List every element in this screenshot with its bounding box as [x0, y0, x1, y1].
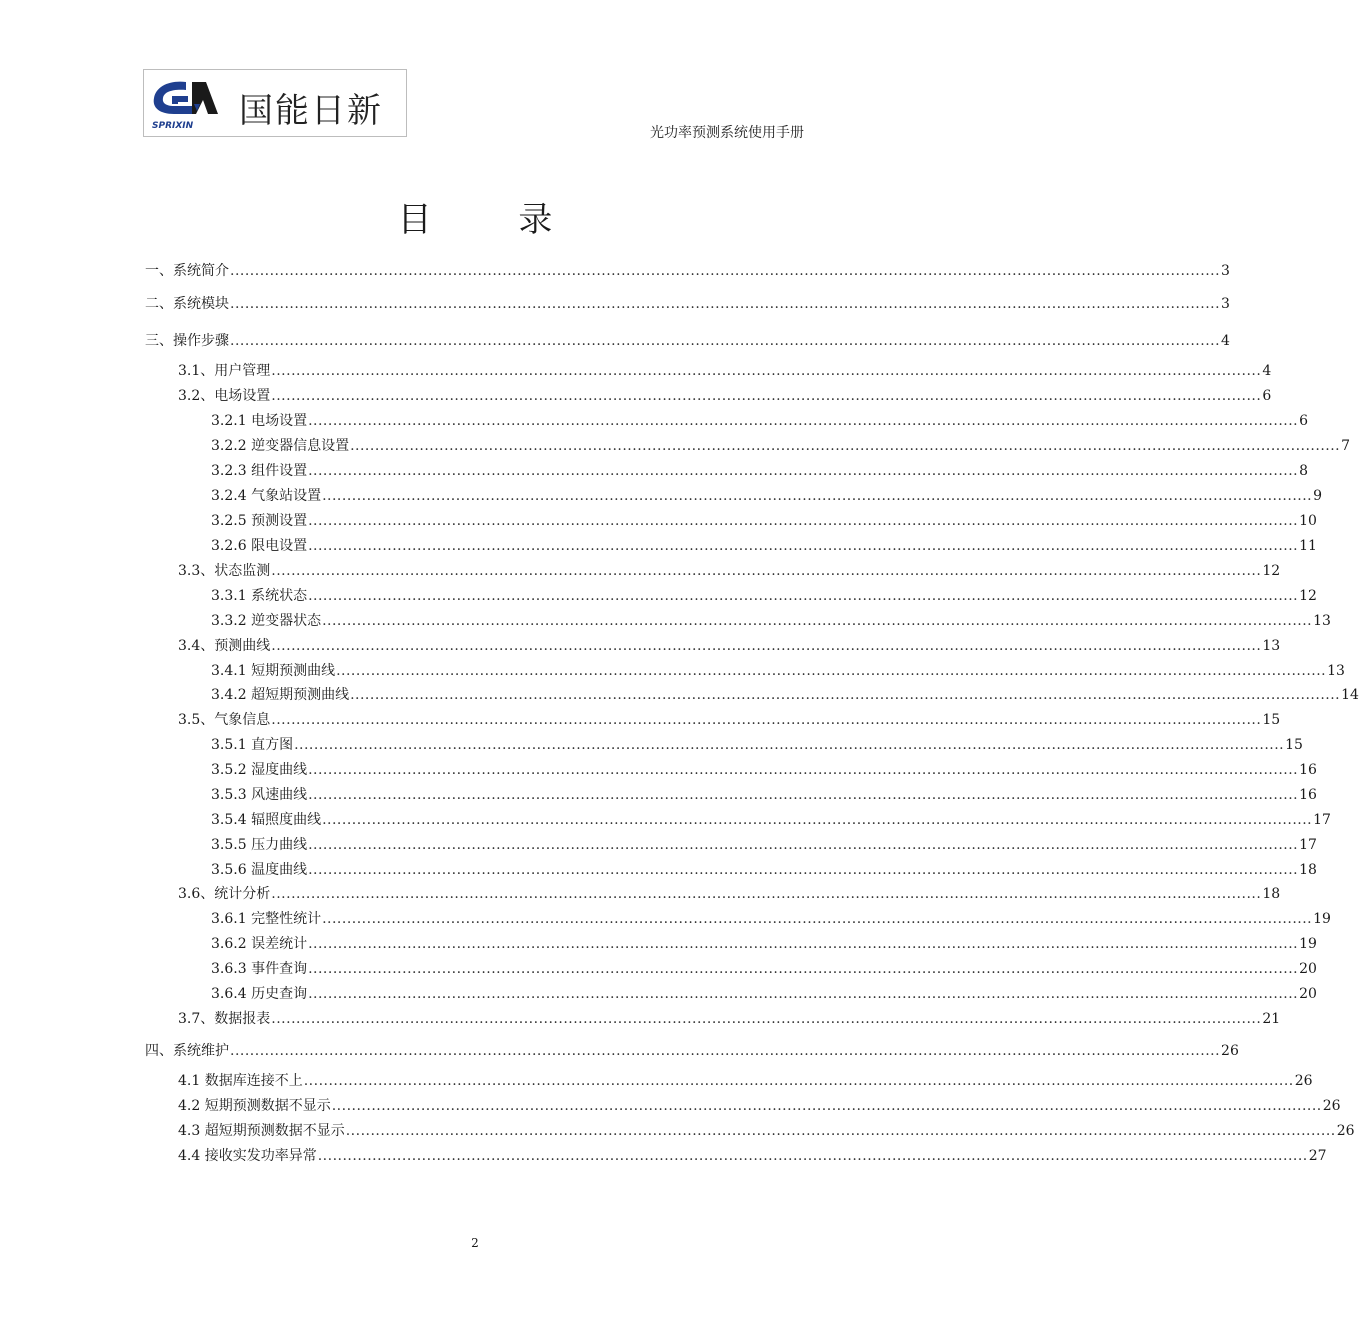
- toc-entry-label: 3.4.2 超短期预测曲线: [211, 687, 350, 703]
- toc-entry: [178, 362, 1272, 380]
- toc-entry: [211, 612, 1331, 630]
- toc-entry-page: 26: [1322, 1098, 1341, 1114]
- toc-leader-dots: ........................................................................................................................................................................................................: [322, 812, 1313, 828]
- toc-leader-dots: ........................................................................................................................................................................................................: [271, 1011, 1262, 1027]
- toc-entry-page: 9: [1313, 488, 1323, 504]
- toc-entry-page: 12: [1299, 588, 1317, 604]
- toc-entry-label: 3.3.2 逆变器状态: [211, 613, 322, 629]
- toc-entry: [211, 861, 1317, 879]
- toc-entry-page: 6: [1299, 413, 1309, 429]
- toc-entry: [145, 262, 1230, 280]
- toc-leader-dots: ........................................................................................................................................................................................................: [294, 737, 1285, 753]
- toc-entry: [145, 295, 1230, 313]
- toc-entry-label: 3.5.5 压力曲线: [211, 837, 308, 853]
- toc-entry: [211, 761, 1317, 779]
- toc-leader-dots: ........................................................................................................................................................................................................: [230, 1043, 1221, 1059]
- toc-entry-page: 16: [1299, 787, 1317, 803]
- toc-entry: [211, 985, 1317, 1003]
- toc-leader-dots: ........................................................................................................................................................................................................: [345, 1123, 1336, 1139]
- toc-entry: [211, 512, 1317, 530]
- company-name: 国能日新: [239, 91, 383, 131]
- toc-entry-page: 15: [1285, 737, 1303, 753]
- toc-entry: [211, 736, 1303, 754]
- toc-leader-dots: ........................................................................................................................................................................................................: [308, 762, 1299, 778]
- toc-leader-dots: ........................................................................................................................................................................................................: [350, 687, 1341, 703]
- toc-entry-page: 16: [1299, 762, 1317, 778]
- page-number: 2: [471, 1236, 479, 1250]
- toc-entry-page: 7: [1341, 438, 1351, 454]
- toc-entry: [211, 910, 1331, 928]
- toc-leader-dots: ........................................................................................................................................................................................................: [322, 911, 1313, 927]
- toc-entry-label: 3.7、数据报表: [178, 1011, 271, 1027]
- company-logo: [143, 69, 407, 137]
- toc-heading: 目 录: [397, 200, 591, 240]
- toc-leader-dots: ........................................................................................................................................................................................................: [230, 296, 1221, 312]
- toc-leader-dots: ........................................................................................................................................................................................................: [308, 986, 1299, 1002]
- toc-entry: [211, 462, 1309, 480]
- toc-entry-page: 4: [1262, 363, 1272, 379]
- toc-leader-dots: ........................................................................................................................................................................................................: [230, 333, 1221, 349]
- toc-entry: [178, 1010, 1281, 1028]
- toc-entry: [178, 1072, 1313, 1090]
- toc-entry-label: 3.2、电场设置: [178, 388, 271, 404]
- toc-entry-page: 4: [1221, 333, 1230, 349]
- toc-leader-dots: ........................................................................................................................................................................................................: [317, 1148, 1308, 1164]
- toc-entry-label: 二、系统模块: [145, 296, 229, 312]
- toc-entry-label: 3.5.6 温度曲线: [211, 862, 308, 878]
- toc-leader-dots: ........................................................................................................................................................................................................: [271, 563, 1262, 579]
- toc-entry-label: 一、系统简介: [145, 263, 229, 279]
- toc-entry-label: 4.1 数据库连接不上: [178, 1073, 303, 1089]
- toc-leader-dots: ........................................................................................................................................................................................................: [336, 663, 1327, 679]
- sprixin-logo-icon: [148, 74, 228, 132]
- toc-entry-label: 4.2 短期预测数据不显示: [178, 1098, 331, 1114]
- toc-leader-dots: ........................................................................................................................................................................................................: [308, 787, 1299, 803]
- toc-leader-dots: ........................................................................................................................................................................................................: [308, 936, 1299, 952]
- toc-leader-dots: ........................................................................................................................................................................................................: [271, 712, 1262, 728]
- toc-entry-label: 3.2.3 组件设置: [211, 463, 308, 479]
- toc-entry-label: 3.5.1 直方图: [211, 737, 294, 753]
- toc-entry-page: 13: [1313, 613, 1331, 629]
- toc-entry: [178, 637, 1281, 655]
- toc-entry: [211, 935, 1317, 953]
- toc-entry: [211, 412, 1309, 430]
- toc-entry-page: 19: [1313, 911, 1331, 927]
- toc-entry-label: 4.4 接收实发功率异常: [178, 1148, 317, 1164]
- toc-entry-page: 18: [1262, 886, 1281, 902]
- toc-entry-label: 3.6.2 误差统计: [211, 936, 308, 952]
- toc-leader-dots: ........................................................................................................................................................................................................: [308, 837, 1299, 853]
- toc-entry: [178, 387, 1272, 405]
- toc-entry-page: 21: [1262, 1011, 1281, 1027]
- toc-entry-page: 26: [1221, 1043, 1239, 1059]
- toc-entry-page: 17: [1299, 837, 1317, 853]
- toc-leader-dots: ........................................................................................................................................................................................................: [303, 1073, 1294, 1089]
- toc-leader-dots: ........................................................................................................................................................................................................: [271, 388, 1262, 404]
- toc-entry-page: 8: [1299, 463, 1309, 479]
- toc-leader-dots: ........................................................................................................................................................................................................: [331, 1098, 1322, 1114]
- toc-entry-page: 18: [1299, 862, 1317, 878]
- toc-entry: [145, 332, 1230, 350]
- toc-entry-label: 3.2.6 限电设置: [211, 538, 308, 554]
- toc-entry-label: 3.6.1 完整性统计: [211, 911, 322, 927]
- toc-entry: [211, 836, 1317, 854]
- toc-entry-page: 3: [1221, 296, 1230, 312]
- toc-entry: [145, 1042, 1239, 1060]
- toc-entry: [211, 537, 1317, 555]
- toc-entry-label: 三、操作步骤: [145, 333, 229, 349]
- toc-entry-page: 20: [1299, 961, 1317, 977]
- toc-leader-dots: ........................................................................................................................................................................................................: [308, 463, 1299, 479]
- toc-entry-label: 3.5、气象信息: [178, 712, 271, 728]
- toc-entry-page: 13: [1262, 638, 1281, 654]
- toc-entry-label: 3.5.4 辐照度曲线: [211, 812, 322, 828]
- toc-entry-page: 20: [1299, 986, 1317, 1002]
- toc-leader-dots: ........................................................................................................................................................................................................: [350, 438, 1341, 454]
- toc-entry: [211, 487, 1323, 505]
- toc-leader-dots: ........................................................................................................................................................................................................: [308, 961, 1299, 977]
- toc-entry-page: 26: [1294, 1073, 1313, 1089]
- toc-entry-page: 19: [1299, 936, 1317, 952]
- logo-mark-text: SPRIXIN: [152, 121, 194, 131]
- toc-entry-page: 13: [1327, 663, 1345, 679]
- toc-entry-label: 3.2.5 预测设置: [211, 513, 308, 529]
- toc-entry: [211, 811, 1331, 829]
- toc-leader-dots: ........................................................................................................................................................................................................: [308, 538, 1299, 554]
- toc-entry-page: 27: [1308, 1148, 1327, 1164]
- toc-leader-dots: ........................................................................................................................................................................................................: [322, 613, 1313, 629]
- toc-leader-dots: ........................................................................................................................................................................................................: [308, 413, 1299, 429]
- toc-leader-dots: ........................................................................................................................................................................................................: [308, 588, 1299, 604]
- toc-entry-page: 17: [1313, 812, 1331, 828]
- toc-entry-label: 3.6.3 事件查询: [211, 961, 308, 977]
- toc-entry-page: 6: [1262, 388, 1272, 404]
- toc-entry: [211, 587, 1317, 605]
- toc-entry: [211, 437, 1351, 455]
- toc-entry-label: 3.6.4 历史查询: [211, 986, 308, 1002]
- toc-entry: [178, 1097, 1341, 1115]
- toc-entry: [178, 885, 1281, 903]
- toc-entry-page: 3: [1221, 263, 1230, 279]
- toc-leader-dots: ........................................................................................................................................................................................................: [308, 513, 1299, 529]
- toc-entry-label: 四、系统维护: [145, 1043, 229, 1059]
- toc-entry-label: 3.1、用户管理: [178, 363, 271, 379]
- manual-title: 光功率预测系统使用手册: [650, 125, 804, 141]
- toc-entry-page: 11: [1299, 538, 1317, 554]
- toc-entry-label: 3.5.2 湿度曲线: [211, 762, 308, 778]
- toc-leader-dots: ........................................................................................................................................................................................................: [271, 363, 1262, 379]
- toc-entry-label: 3.3.1 系统状态: [211, 588, 308, 604]
- toc-entry-label: 3.3、状态监测: [178, 563, 271, 579]
- toc-leader-dots: ........................................................................................................................................................................................................: [322, 488, 1313, 504]
- toc-entry: [211, 686, 1359, 704]
- toc-leader-dots: ........................................................................................................................................................................................................: [230, 263, 1221, 279]
- toc-leader-dots: ........................................................................................................................................................................................................: [271, 886, 1262, 902]
- toc-entry-page: 14: [1341, 687, 1359, 703]
- toc-entry-page: 15: [1262, 712, 1281, 728]
- toc-entry-page: 26: [1336, 1123, 1355, 1139]
- toc-entry: [211, 786, 1317, 804]
- toc-entry-label: 3.2.4 气象站设置: [211, 488, 322, 504]
- toc-entry: [211, 662, 1345, 680]
- toc-entry-label: 3.6、统计分析: [178, 886, 271, 902]
- toc-entry-label: 4.3 超短期预测数据不显示: [178, 1123, 345, 1139]
- toc-entry: [178, 562, 1281, 580]
- toc-leader-dots: ........................................................................................................................................................................................................: [308, 862, 1299, 878]
- toc-entry-label: 3.2.2 逆变器信息设置: [211, 438, 350, 454]
- toc-entry: [211, 960, 1317, 978]
- toc-entry-page: 10: [1299, 513, 1317, 529]
- toc-entry-label: 3.2.1 电场设置: [211, 413, 308, 429]
- toc-entry-label: 3.5.3 风速曲线: [211, 787, 308, 803]
- toc-entry: [178, 1122, 1355, 1140]
- toc-entry-label: 3.4、预测曲线: [178, 638, 271, 654]
- toc-leader-dots: ........................................................................................................................................................................................................: [271, 638, 1262, 654]
- toc-entry-label: 3.4.1 短期预测曲线: [211, 663, 336, 679]
- toc-entry-page: 12: [1262, 563, 1281, 579]
- toc-entry: [178, 1147, 1327, 1165]
- toc-entry: [178, 711, 1281, 729]
